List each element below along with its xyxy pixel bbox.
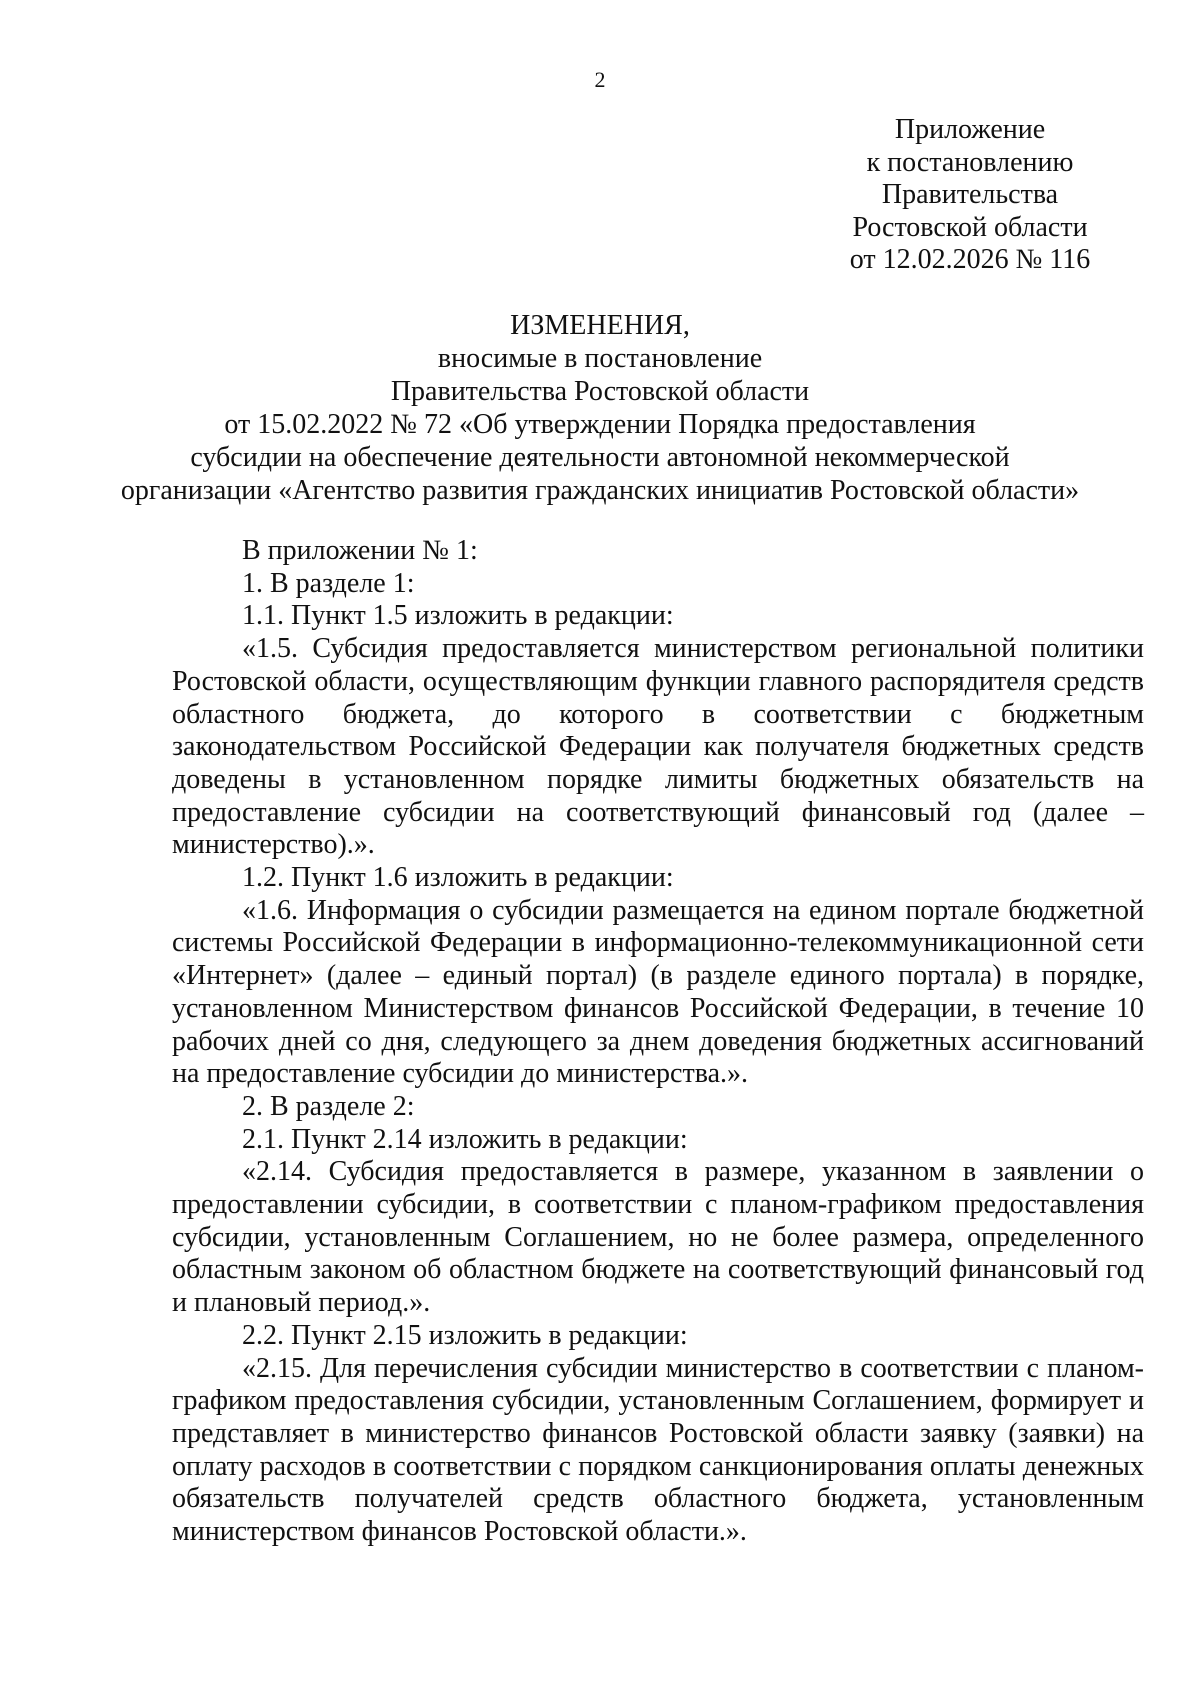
- title-line-2: Правительства Ростовской области: [390, 376, 810, 407]
- paragraph: «1.5. Субсидия предоставляется министерством региональной политики Ростовской области, осуществляющим функции главного распорядителя средств областного бюджета, до которого в соответствии с бюджетным законодательством Российской Федерации как получателя бюджетных средств доведены в установленном порядке лимиты бюджетных обязательств на предоставление субсидии на соответствующий финансовый год (далее – министерство).».: [172, 633, 1144, 861]
- paragraph: 2.2. Пункт 2.15 изложить в редакции:: [242, 1319, 688, 1351]
- title-line-4: субсидии на обеспечение деятельности автономной некоммерческой: [190, 442, 1010, 473]
- document-body: [172, 535, 1144, 1549]
- appendix-line-1: Приложение: [894, 114, 1046, 145]
- appendix-line-2: к постановлению: [866, 146, 1074, 178]
- title-line-1: вносимые в постановление: [437, 343, 763, 374]
- document-title: [100, 309, 1100, 507]
- appendix-line-5: от 12.02.2026 № 116: [849, 244, 1091, 275]
- paragraph: 1.2. Пункт 1.6 изложить в редакции:: [242, 862, 674, 894]
- paragraph: 1. В разделе 1:: [242, 567, 415, 599]
- paragraph: 2. В разделе 2:: [242, 1090, 415, 1122]
- title-line-5: организации «Агентство развития гражданских инициатив Ростовской области»: [120, 475, 1080, 506]
- paragraph: «1.6. Информация о субсидии размещается на едином портале бюджетной системы Российской Федерации в информационно-телекоммуникационной сети «Интернет» (далее – единый портал) (в разделе единого портала) в порядке, установленном Министерством финансов Российской Федерации, в течение 10 рабочих дней со дня, следующего за днем доведения бюджетных ассигнований на предоставление субсидии до министерства.».: [172, 894, 1144, 1090]
- title-heading: ИЗМЕНЕНИЯ,: [510, 310, 690, 341]
- title-line-3: от 15.02.2022 № 72 «Об утверждении Порядка предоставления: [224, 409, 976, 440]
- paragraph: 1.1. Пункт 1.5 изложить в редакции:: [242, 600, 674, 632]
- appendix-line-3: Правительства: [881, 179, 1059, 210]
- appendix-reference: [770, 114, 1170, 277]
- paragraph: «2.15. Для перечисления субсидии министерство в соответствии с планом-графиком предоставления субсидии, установленным Соглашением, формирует и представляет в министерство финансов Ростовской области заявку (заявки) на оплату расходов в соответствии с порядком санкционирования оплаты денежных обязательств получателей средств областного бюджета, установленным министерством финансов Ростовской области.».: [172, 1352, 1144, 1548]
- paragraph: «2.14. Субсидия предоставляется в размере, указанном в заявлении о предоставлении субсидии, в соответствии с планом-графиком предоставления субсидии, установленным Соглашением, но не более размера, определенного областным законом об областном бюджете на соответствующий финансовый год и плановый период.».: [172, 1156, 1144, 1319]
- appendix-line-4: Ростовской области: [852, 211, 1088, 243]
- paragraph: 2.1. Пункт 2.14 изложить в редакции:: [242, 1123, 688, 1155]
- paragraph: В приложении № 1:: [242, 535, 478, 566]
- page-number: 2: [594, 67, 606, 92]
